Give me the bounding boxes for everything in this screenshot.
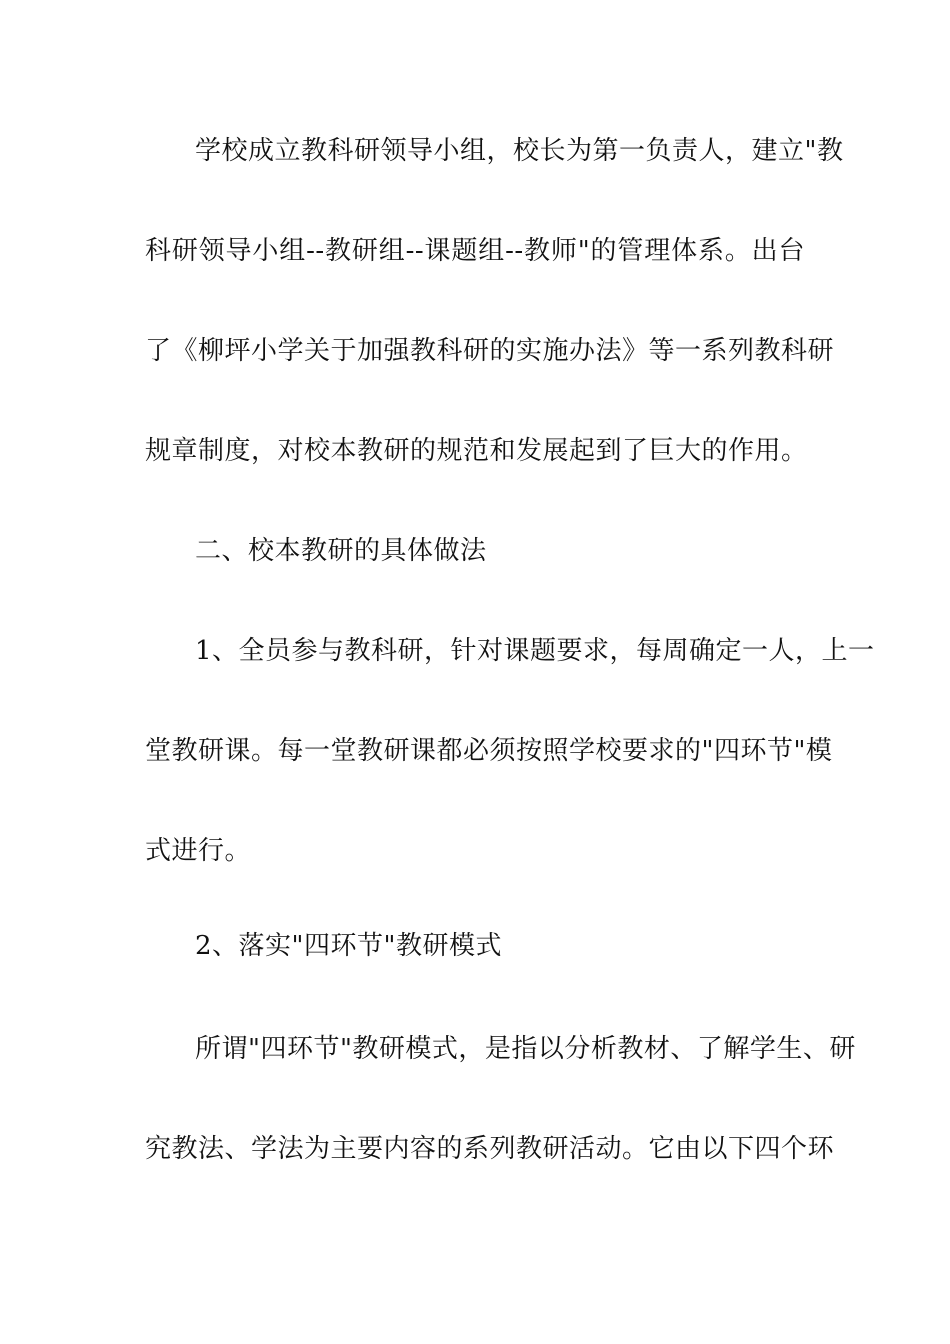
paragraph-1-line-2: 科研领导小组--教研组--课题组--教师"的管理体系。出台 [145,236,805,266]
paragraph-3-line-1: 所谓"四环节"教研模式，是指以分析教材、了解学生、研 [195,1034,856,1064]
item-1-line-2: 堂教研课。每一堂教研课都必须按照学校要求的"四环节"模 [145,736,833,766]
paragraph-1-line-1: 学校成立教科研领导小组，校长为第一负责人，建立"教 [195,136,844,166]
item-1-line-1: 1、全员参与教科研，针对课题要求，每周确定一人，上一 [195,636,875,666]
section-heading-2: 二、校本教研的具体做法 [195,536,487,566]
paragraph-3-line-2: 究教法、学法为主要内容的系列教研活动。它由以下四个环 [145,1134,835,1164]
item-1-line-3: 式进行。 [145,836,252,866]
item-2-heading: 2、落实"四环节"教研模式 [195,931,502,961]
paragraph-1-line-4: 规章制度，对校本教研的规范和发展起到了巨大的作用。 [145,436,808,466]
paragraph-1-line-3: 了《柳坪小学关于加强教科研的实施办法》等一系列教科研 [145,336,835,366]
